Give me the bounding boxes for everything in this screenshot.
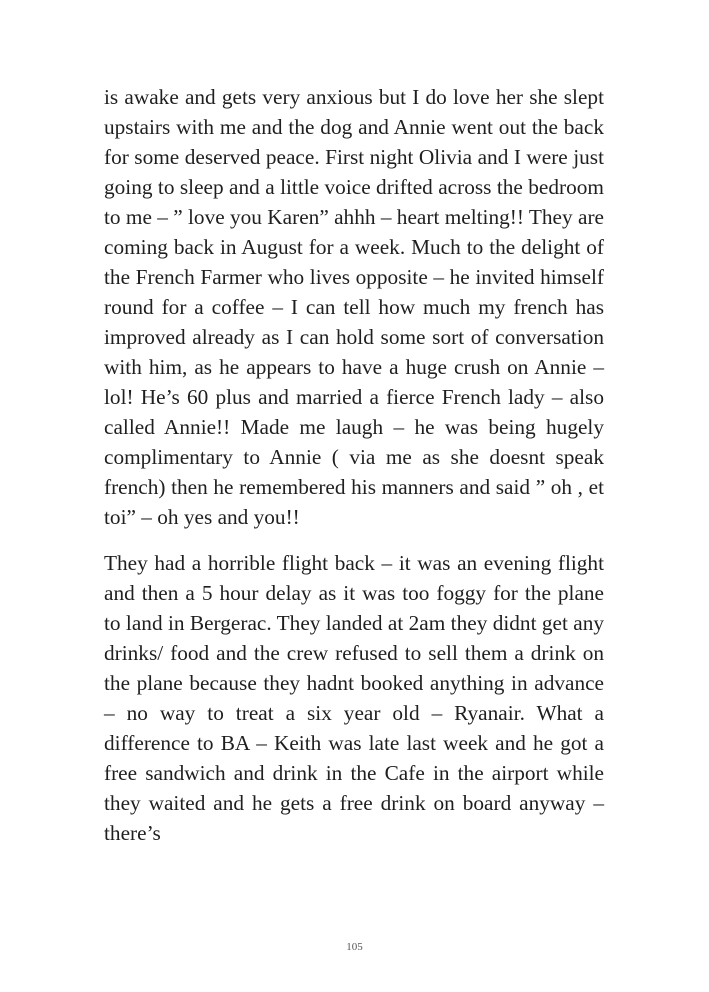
paragraph-1: is awake and gets very anxious but I do love her she slept upstairs with me and the dog and Annie went out the back for some deserved peace. First night Olivia and I were just going to sleep and a little voice drifted across the bedroom to me – ” love you Karen” ahhh – heart melting!! They are coming back in August for a week. Much to the delight of the French Farmer who lives opposite – he invited himself round for a coffee – I can tell how much my french has improved already as I can hold some sort of conversation with him, as he appears to have a huge crush on Annie – lol! He’s 60 plus and married a fierce French lady – also called Annie!! Made me laugh – he was being hugely complimentary to Annie ( via me as she doesnt speak french) then he remembered his manners and said ” oh , et toi” – oh yes and you!! (104, 85, 604, 529)
paragraph-2: They had a horrible flight back – it was an evening flight and then a 5 hour delay as it was too foggy for the plane to land in Bergerac. They landed at 2am they didnt get any drinks/ food and the crew refused to sell them a drink on the plane because they hadnt booked anything in advance – no way to treat a six year old – Ryanair. What a difference to BA – Keith was late last week and he got a free sandwich and drink in the Cafe in the airport while they waited and he gets a free drink on board anyway – there’s (104, 551, 604, 845)
body-text (104, 82, 604, 848)
page-number: 105 (346, 941, 363, 953)
